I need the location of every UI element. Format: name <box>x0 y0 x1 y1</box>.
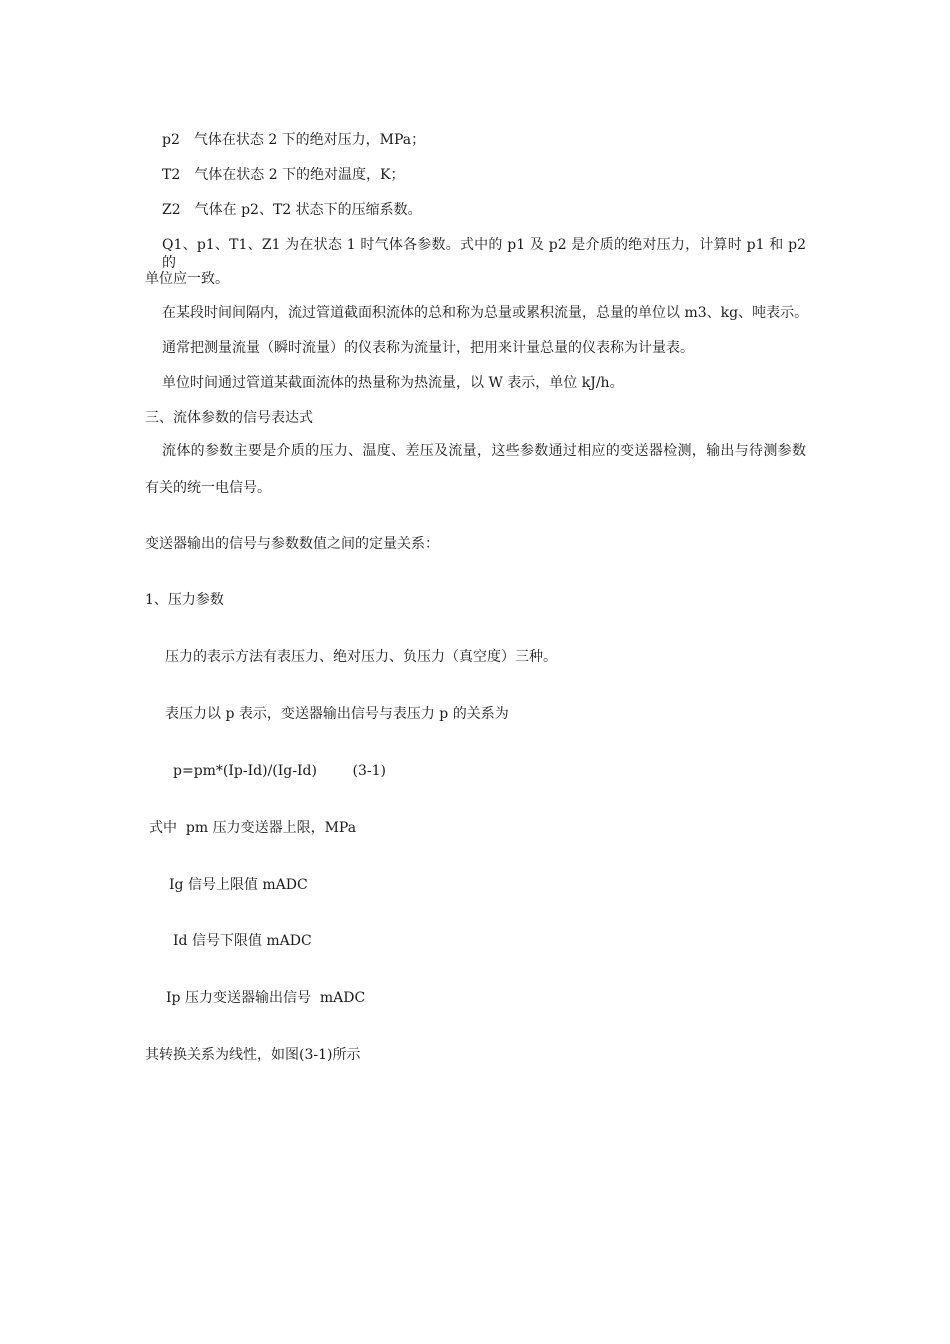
paragraph-state1-line1: Q1、p1、T1、Z1 为在状态 1 时气体各参数。式中的 p1 及 p2 是介质的绝对压力，计算时 p1 和 p2 的 <box>162 237 806 271</box>
definition-z2: Z2 气体在 p2、T2 状态下的压缩系数。 <box>162 202 422 218</box>
definition-ip: Ip 压力变送器输出信号 mADC <box>166 990 366 1006</box>
paragraph-linear-relation: 其转换关系为线性，如图(3-1)所示 <box>145 1047 361 1063</box>
paragraph-flowmeter: 通常把测量流量（瞬时流量）的仪表称为流量计，把用来计量总量的仪表称为计量表。 <box>162 340 694 356</box>
definition-ig: Ig 信号上限值 mADC <box>169 877 308 893</box>
definition-pm: 式中 pm 压力变送器上限，MPa <box>149 820 357 836</box>
subheading-pressure: 1、压力参数 <box>145 592 224 608</box>
paragraph-state1-line2: 单位应一致。 <box>145 271 229 287</box>
paragraph-fluid-params-line1: 流体的参数主要是介质的压力、温度、差压及流量，这些参数通过相应的变送器检测，输出与待测参数 <box>162 443 806 459</box>
section-heading: 三、流体参数的信号表达式 <box>145 410 313 426</box>
definition-t2: T2 气体在状态 2 下的绝对温度，K； <box>162 167 405 183</box>
paragraph-total-flow: 在某段时间间隔内，流过管道截面积流体的总和称为总量或累积流量，总量的单位以 m3、kg、吨表示。 <box>162 305 809 321</box>
paragraph-quantitative: 变送器输出的信号与参数数值之间的定量关系： <box>145 536 439 552</box>
paragraph-heat-flow: 单位时间通过管道某截面流体的热量称为热流量，以 W 表示，单位 kJ/h。 <box>162 375 624 391</box>
paragraph-gauge-pressure: 表压力以 p 表示，变送器输出信号与表压力 p 的关系为 <box>165 706 509 722</box>
paragraph-pressure-types: 压力的表示方法有表压力、绝对压力、负压力（真空度）三种。 <box>165 649 557 665</box>
definition-id: Id 信号下限值 mADC <box>173 933 312 949</box>
definition-p2: p2 气体在状态 2 下的绝对压力，MPa； <box>162 132 426 148</box>
formula-3-1: p=pm*(Ip-Id)/(Ig-Id) (3-1) <box>173 763 386 779</box>
paragraph-fluid-params-line2: 有关的统一电信号。 <box>145 480 271 496</box>
